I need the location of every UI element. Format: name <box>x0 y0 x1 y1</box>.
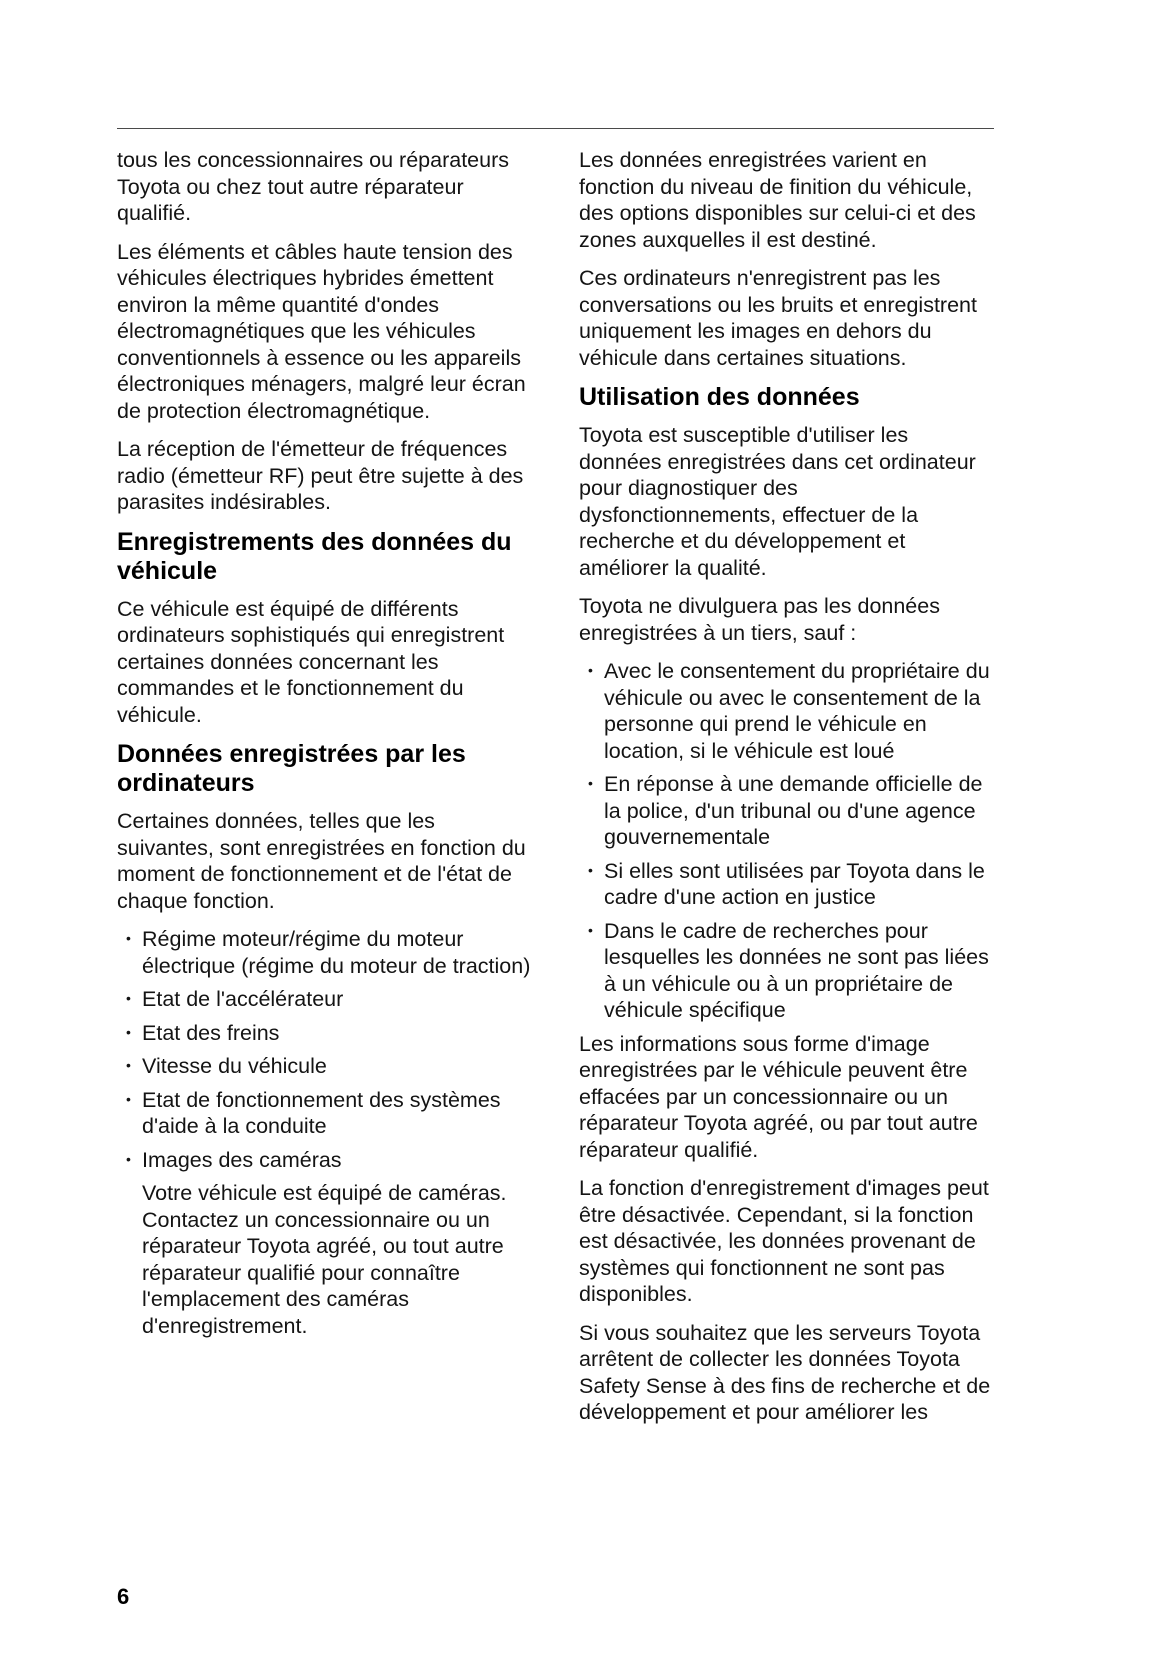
bullet-text: Régime moteur/régime du moteur électrique (régime du moteur de traction) <box>142 927 531 978</box>
page-content <box>117 128 994 1438</box>
bullet-marker-icon: • <box>126 1023 131 1040</box>
bullet-item <box>117 1053 531 1080</box>
bullet-marker-icon: • <box>588 861 593 878</box>
paragraph-cables: Les éléments et câbles haute tension des véhicules électriques hybrides émettent environ la même quantité d'ondes électromagnétiques que les véhicules conventionnels à essence ou les appareils électroniques ménagers, malgré leur écran de protection électromagnétique. <box>117 239 526 423</box>
bullet-item <box>117 926 531 979</box>
bullet-marker-icon: • <box>126 1090 131 1107</box>
left-column <box>117 147 531 1351</box>
bullet-marker-icon: • <box>126 930 131 946</box>
paragraph-data-vary: Les données enregistrées varient en fonction du niveau de finition du véhicule, des options disponibles sur celui-ci et des zones auxquelles il est destiné. <box>579 148 976 252</box>
paragraph-function-disabled: La fonction d'enregistrement d'images peut être désactivée. Cependant, si la fonction est désactivée, les données provenant de systèmes qui fonctionnent ne sont pas disponibles. <box>579 1176 989 1306</box>
bullet-item <box>117 1020 531 1047</box>
bullet-marker-icon: • <box>588 921 593 938</box>
two-column-layout <box>117 147 994 1438</box>
paragraph-cameras-note: Votre véhicule est équipé de caméras. Contactez un concessionnaire ou un réparateur Toyota agréé, ou tout autre réparateur qualifié pour connaître l'emplacement des caméras d'enregistrement. <box>142 1181 507 1338</box>
bullet-text: Avec le consentement du propriétaire du véhicule ou avec le consentement de la personne qui prend le véhicule en location, si le véhicule est loué <box>604 659 990 763</box>
bullet-text: Etat de l'accélérateur <box>142 987 344 1011</box>
bullet-text: Si elles sont utilisées par Toyota dans le cadre d'une action en justice <box>604 858 985 909</box>
paragraph-images-erased: Les informations sous forme d'image enregistrées par le véhicule peuvent être effacées par un concessionnaire ou un réparateur Toyota agréé, ou par tout autre réparateur qualifié. <box>579 1031 978 1162</box>
bullet-marker-icon: • <box>126 990 131 1006</box>
paragraph-servers: Si vous souhaitez que les serveurs Toyota arrêtent de collecter les données Toyota Safety Sense à des fins de recherche et de développement et pour améliorer les <box>579 1320 991 1424</box>
bullet-text: Vitesse du véhicule <box>142 1054 327 1078</box>
paragraph-toyota-use: Toyota est susceptible d'utiliser les données enregistrées dans cet ordinateur pour diagnostiquer des dysfonctionnements, effectuer de la recherche et du développement et améliorer la qualité. <box>579 423 976 580</box>
bullet-item <box>117 986 531 1013</box>
bullet-marker-icon: • <box>126 1150 131 1167</box>
paragraph-dealers: tous les concessionnaires ou réparateurs Toyota ou chez tout autre réparateur qualifié. <box>117 148 509 225</box>
heading-data-recorded-by-computers: Données enregistrées par les ordinateurs <box>117 740 466 797</box>
right-column <box>579 147 993 1438</box>
bullet-marker-icon: • <box>126 1057 131 1073</box>
paragraph-equipped: Ce véhicule est équipé de différents ordinateurs sophistiqués qui enregistrent certaines données concernant les commandes et le fonctionnement du véhicule. <box>117 596 505 727</box>
bullet-item <box>579 771 993 851</box>
recorded-data-bullet-list <box>117 926 531 1173</box>
paragraph-certain-data: Certaines données, telles que les suivantes, sont enregistrées en fonction du moment de fonctionnement et de l'état de chaque fonction. <box>117 809 526 913</box>
bullet-text: Dans le cadre de recherches pour lesquelles les données ne sont pas liées à un véhicule ou à un propriétaire de véhicule spécifique <box>604 918 989 1022</box>
bullet-text: Etat de fonctionnement des systèmes d'aide à la conduite <box>142 1087 501 1138</box>
heading-vehicle-data-recordings: Enregistrements des données du véhicule <box>117 527 512 585</box>
bullet-text: Etat des freins <box>142 1020 280 1045</box>
page-number: 6 <box>117 1584 130 1609</box>
paragraph-no-disclosure: Toyota ne divulguera pas les données enregistrées à un tiers, sauf : <box>579 594 940 645</box>
paragraph-computers-record: Ces ordinateurs n'enregistrent pas les conversations ou les bruits et enregistrent uniquement les images en dehors du véhicule dans certaines situations. <box>579 266 977 370</box>
heading-data-usage: Utilisation des données <box>579 383 860 411</box>
bullet-marker-icon: • <box>588 775 593 791</box>
bullet-marker-icon: • <box>588 662 593 678</box>
bullet-item <box>117 1087 531 1140</box>
bullet-item <box>117 1147 531 1174</box>
bullet-item <box>579 858 993 911</box>
bullet-item <box>579 918 993 1024</box>
bullet-text: Images des caméras <box>142 1147 342 1172</box>
disclosure-exceptions-bullet-list <box>579 658 993 1024</box>
bullet-text: En réponse à une demande officielle de la police, d'un tribunal ou d'une agence gouvernementale <box>604 772 983 849</box>
paragraph-reception: La réception de l'émetteur de fréquences radio (émetteur RF) peut être sujette à des parasites indésirables. <box>117 437 524 514</box>
bullet-item <box>579 658 993 764</box>
